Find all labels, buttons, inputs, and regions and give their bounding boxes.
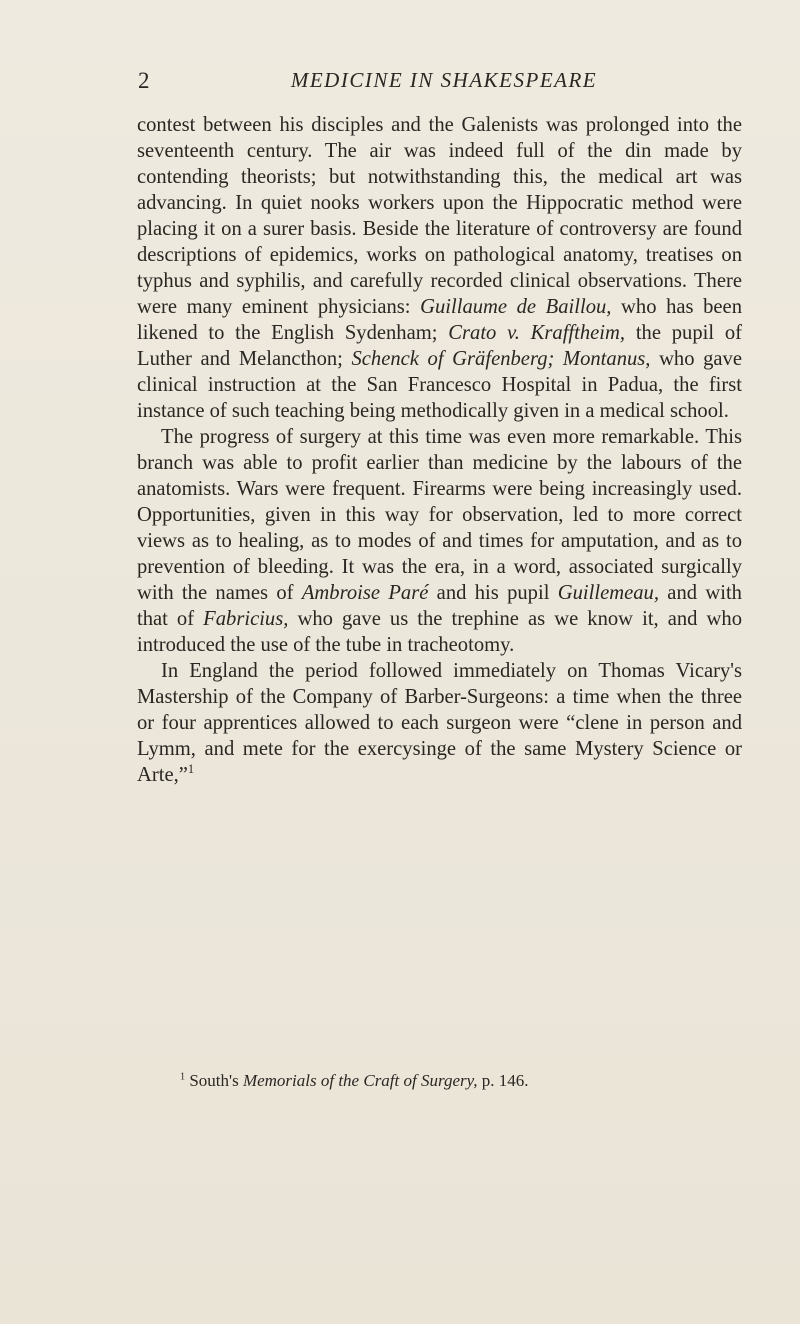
- paragraph-1: [137, 112, 742, 424]
- footnote-title: Memorials of the Craft of Surgery,: [242, 1071, 478, 1090]
- paragraph-2: [137, 424, 742, 658]
- italic-name: Crato v. Krafftheim,: [448, 322, 626, 344]
- italic-name: Fabricius,: [203, 608, 289, 630]
- italic-name: Ambroise Paré: [301, 582, 429, 604]
- footnote-prefix: South's: [189, 1071, 243, 1090]
- italic-name: Guillemeau,: [557, 582, 659, 604]
- paragraph-3: [137, 658, 742, 788]
- italic-name: Guillaume de Baillou,: [420, 296, 612, 318]
- page-number: 2: [138, 68, 151, 93]
- footnote-ref: 1: [187, 762, 195, 777]
- text-run: the pupil of Luther and Melancthon;: [137, 322, 743, 370]
- text-run: who gave us the trephine as we know it, and who introduced the use of the tube in tracheotomy.: [137, 608, 742, 656]
- running-title: MEDICINE IN SHAKESPEARE: [290, 68, 598, 92]
- text-run: who has been likened to the English Sydenham;: [137, 296, 742, 344]
- text-run: In England the period followed immediately on Thomas Vicary's Mastership of the Company of Barber-Surgeons: a time when the three or four apprentices allowed to each surgeon were “clene in person and Lymm, and mete for the exercysinge of the same Mystery Science or Arte,”: [137, 660, 742, 786]
- text-run: The progress of surgery at this time was even more remarkable. This branch was able to profit earlier than medicine by the labours of the anatomists. Wars were frequent. Firearms were being increasingly used. Opportunities, given in this way for observation, led to more correct views as to healing, as to modes of and times for amputation, and as to prevention of bleeding. It was the era, in a word, associated surgically with the names of: [137, 426, 742, 604]
- text-run: who gave clinical instruction at the San Francesco Hospital in Padua, the first instance of such teaching being methodically given in a medical school.: [137, 348, 742, 422]
- text-run: contest between his disciples and the Galenists was prolonged into the seventeenth century. The air was indeed full of the din made by contending theorists; but notwithstanding this, the medical art was advancing. In quiet nooks workers upon the Hippocratic method were placing it on a surer basis. Beside the literature of controversy are found descriptions of epidemics, works on pathological anatomy, treatises on typhus and syphilis, and carefully recorded clinical observations. There were many eminent physicians:: [137, 114, 742, 318]
- body-text: [137, 112, 742, 788]
- text-run: and with that of: [137, 582, 742, 630]
- footnote-marker: 1: [180, 1071, 186, 1083]
- text-run: and his pupil: [428, 582, 558, 604]
- running-head: [138, 68, 750, 100]
- footnote: [180, 1070, 740, 1092]
- italic-name: Schenck of Gräfenberg; Montanus,: [351, 348, 651, 370]
- footnote-suffix: p. 146.: [477, 1071, 529, 1090]
